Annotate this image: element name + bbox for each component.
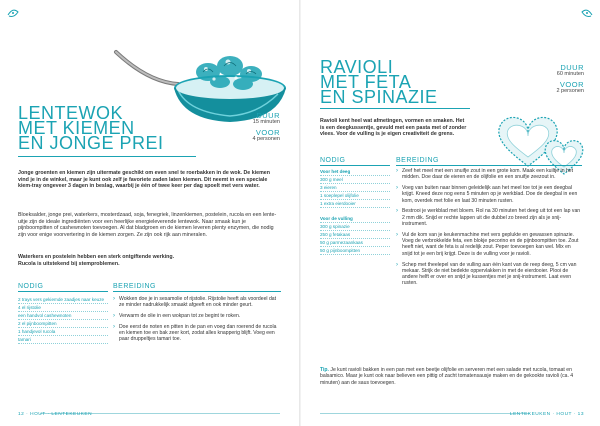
ingredient-spacer	[320, 208, 390, 215]
ingredient-item: 1 soeplepel olijfolie	[320, 192, 390, 200]
bullet-icon: ›	[396, 261, 398, 268]
serves-label: VOOR	[255, 128, 280, 137]
ingredient-item: 1 handjevol rucola	[18, 328, 108, 336]
step-item	[113, 296, 281, 309]
footer-section: HOUT	[556, 412, 572, 417]
left-ingredients-list	[18, 296, 108, 344]
step-item	[396, 232, 582, 257]
footer-chapter: LENTEKEUKEN	[51, 412, 93, 417]
tip-text: Je kunt ravioli bakken in een pan met een beetje olijfolie en serveren met een salade met rucola, tomaat en balsamico. Maar je kunt ook naar believen een pittig of zacht tomatensausje maken en de gekookte ravioli (ca. 4 minuten) aan de saus toevoegen.	[320, 367, 574, 386]
right-page	[300, 0, 600, 426]
left-ingredients-heading: NODIG	[18, 283, 108, 292]
right-ingredients-list	[320, 168, 390, 255]
step-text: Doe eerst de noten en pitten in de pan en voeg dan roerend de rucola en kiemen toe en bak zeer kort, zodat alles knapperig blijft. Voeg een paar druppeltjes tamari toe.	[119, 323, 277, 343]
left-recipe-title	[18, 103, 164, 153]
right-title-rule	[320, 108, 470, 109]
left-intro-text: Jonge groenten en kiemen zijn uitermate geschikt om even snel te roerbakken in de wok. De kiemen vind je in de winkel, maar je kunt ook zelf je favoriete zaden laten kiemen. Dit neemt in een speciale kiem-tray ongeveer 3 dagen in beslag, waarbij je één of twee keer per dag spoelt met vers water.	[18, 170, 270, 190]
footer-chapter: LENTEKEUKEN	[509, 412, 551, 417]
step-text: Vul de kom van je keukenmachine met vers geplukte en gewassen spinazie. Voeg de verbrokkelde feta, een blokje pecorino en de pijnboompitten toe. Zout heeft niet, want de feta is al redelijk zout. Peper toevoegen kan wel. Mix en snijd tot je een brij krijgt. Deze is de vulling voor je ravioli.	[402, 231, 579, 257]
right-recipe-meta	[520, 64, 584, 98]
step-text: Voeg van buiten naar binnen geleidelijk aan het meel toe tot je een deegbal krijgt. Kneed deze nog eens 5 minuten op je werkblad. Doe de deegbal in een kom, overdek met folie en laat 30 minuten rusten.	[402, 185, 578, 204]
right-ingredients-heading: NODIG	[320, 157, 390, 166]
step-item	[113, 313, 281, 319]
left-body-text-2: Waterkers en postelein hebben een sterk ontgiftende werking.	[18, 254, 175, 260]
left-title-line-2: MET KIEMEN	[18, 118, 135, 138]
ingredient-item: 3 eieren	[320, 184, 390, 192]
ingredient-subheading: Voor het deeg	[320, 168, 390, 176]
ingredient-item: 4 el rijstolie	[18, 304, 108, 312]
left-title-line-3: EN JONGE PREI	[18, 133, 164, 153]
right-steps-heading: BEREIDING	[396, 157, 582, 166]
right-title-line-3: EN SPINAZIE	[320, 87, 438, 107]
ingredient-item: 2 el pijnboompitten	[18, 320, 108, 328]
step-item	[396, 185, 582, 204]
bullet-icon: ›	[113, 323, 115, 330]
right-tip	[320, 367, 582, 386]
left-footer: 12 · HOUT · LENTEKEUKEN	[18, 412, 93, 417]
right-title-line-2: MET FETA	[320, 72, 412, 92]
right-steps-list	[396, 168, 582, 291]
ingredient-item: 300 g meel	[320, 176, 390, 184]
serves-value: 2 personen	[556, 88, 584, 94]
duration-label: DUUR	[256, 111, 280, 120]
duration-value: 60 minuten	[556, 71, 584, 77]
left-title-line-1: LENTEWOK	[18, 103, 124, 123]
left-title-rule	[18, 156, 196, 157]
ingredient-item: 1 extra eierdooier	[320, 200, 390, 208]
left-recipe-meta	[216, 112, 280, 146]
right-recipe-title	[320, 57, 438, 107]
left-steps-list	[113, 296, 281, 347]
ingredient-item: 2 trays vers gekiemde zaadjes naar keuze	[18, 296, 108, 304]
bullet-icon: ›	[113, 296, 115, 302]
step-text: Verwarm de olie in een wokpan tot ze begint te roken.	[119, 313, 241, 320]
right-intro-text: Ravioli kent heel wat afmetingen, vormen en smaken. Het is een deegkussentje, gevuld met een pasta met of zonder vlees. Voor de vulling is je eigen creativiteit de grens.	[320, 118, 467, 138]
serves-value: 4 personen	[252, 136, 280, 142]
bullet-icon: ›	[396, 231, 398, 238]
step-item	[113, 324, 281, 343]
step-item	[396, 168, 582, 181]
ingredient-subheading: Voor de vulling	[320, 215, 390, 223]
duration-label: DUUR	[560, 63, 584, 72]
right-footer: LENTEKEUKEN · HOUT · 13	[509, 412, 584, 417]
duration-value: 15 minuten	[252, 119, 280, 125]
right-footer-rule	[320, 413, 530, 414]
step-text: Bestrooi je werkblad met bloem. Rol na 30 minuten het deeg uit tot een lap van 2 mm dik. Snijd er rechte lappen uit die dubbel zo breed zijn als je snij-instrument.	[402, 208, 581, 228]
left-body-text-3: Rucola is uitstekend bij stemproblemen.	[18, 261, 120, 267]
page-number: 12	[18, 412, 25, 417]
ingredient-item: 50 g parmezaankaas	[320, 239, 390, 247]
bullet-icon: ›	[396, 168, 398, 174]
tip-label: Tip.	[320, 367, 329, 373]
bullet-icon: ›	[396, 208, 398, 215]
footer-section: HOUT	[30, 412, 46, 417]
step-text: Zeef het meel met een snuifje zout in een grote kom. Maak een kuiltje in het midden. Doe daar de eieren en de olijfolie en een snuifje zeezout in.	[402, 168, 574, 181]
ingredient-item: 250 g fetakaas	[320, 231, 390, 239]
ingredient-item: tamari	[18, 336, 108, 344]
ingredient-item: een handvol cashewnoten	[18, 312, 108, 320]
step-item	[396, 208, 582, 227]
left-steps-heading: BEREIDING	[113, 283, 281, 292]
bullet-icon: ›	[396, 185, 398, 192]
page-number: 13	[577, 412, 584, 417]
ingredient-item: 50 g pijnboompitten	[320, 247, 390, 255]
corner-ornament-icon	[580, 6, 594, 20]
bullet-icon: ›	[113, 313, 115, 320]
serves-label: VOOR	[559, 80, 584, 89]
step-text: Wokken doe je in sesamolie of rijstolie. Rijstolie heeft als voordeel dat ze minder nadrukkelijk smaakt afgeeft en ook minder geurt.	[119, 296, 277, 309]
left-body-text: Bloeksalder, jonge prei, waterkers, mosterdzaad, soja, fenegriek, linzenkiemen, postelein, rucola en een lente-uitje zijn de ideale ingrediënten voor een heerlijke energieleverende lentewok. Naar smaak kun je pijnboompitten of cashewnoten toevoegen. Al dat bladgroen en de kiemen leveren plenty enzymen, die nodig zijn voor enige voorvertering in de kiemen zorgen. Ze zijn ook rijk aan mineralen.	[18, 212, 277, 238]
step-item	[396, 262, 582, 287]
step-text: Schep met theelepel van de vulling aan één kant van de reep deeg, 5 cm van mekaar. Strijk de niet bedekte oppervlakken in met de eierdooier. Plooi de andere helft er over en snijd je kussentjes met je snij-instrument. Laat even rusten.	[402, 261, 577, 287]
ingredient-item: 300 g spinazie	[320, 223, 390, 231]
right-title-line-1: RAVIOLI	[320, 57, 394, 77]
corner-ornament-icon	[6, 6, 20, 20]
